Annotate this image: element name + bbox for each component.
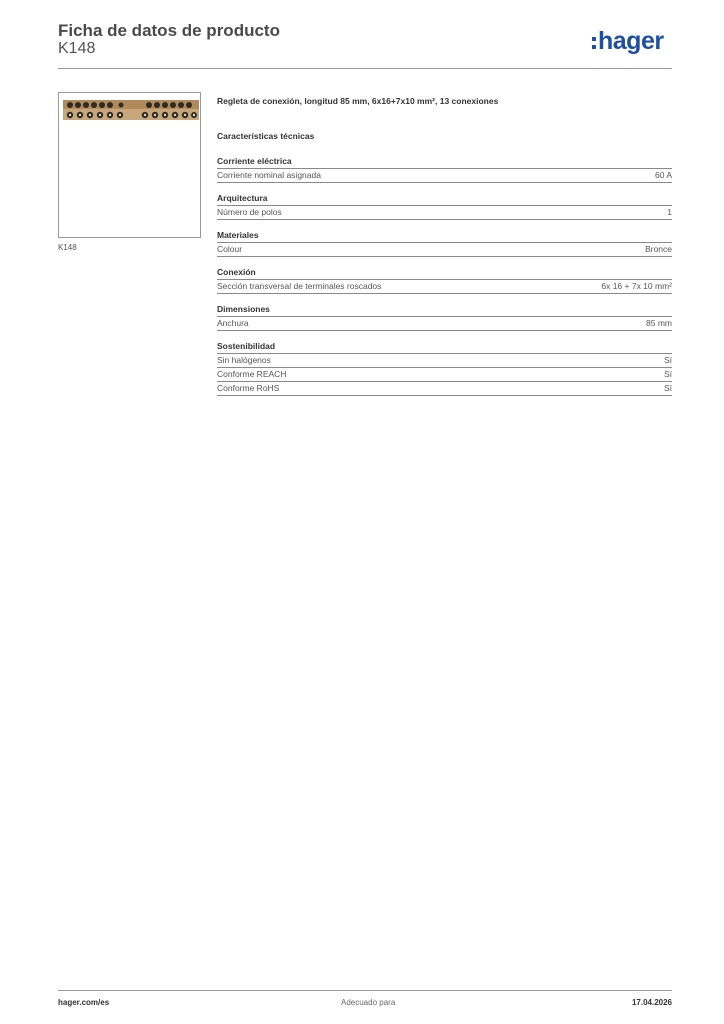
logo-text: hager <box>598 26 664 55</box>
tech-heading: Características técnicas <box>217 131 315 141</box>
spec-value: Sí <box>663 355 672 365</box>
footer-center-text: Adecuado para <box>341 998 396 1007</box>
spec-row <box>217 317 672 331</box>
spec-value: Sí <box>663 383 672 393</box>
product-description: Regleta de conexión, longitud 85 mm, 6x16+7x10 mm², 13 conexiones <box>217 96 499 106</box>
spec-row <box>217 280 672 294</box>
spec-value: 1 <box>667 207 672 217</box>
spec-label: Conforme RoHS <box>217 383 280 393</box>
spec-section <box>217 303 672 331</box>
spec-label: Anchura <box>217 318 249 328</box>
spec-row <box>217 243 672 257</box>
logo-dots-icon <box>592 37 596 49</box>
section-title: Corriente eléctrica <box>217 155 672 169</box>
hager-logo <box>592 25 664 57</box>
spec-row <box>217 382 672 396</box>
spec-label: Conforme REACH <box>217 369 287 379</box>
spec-label: Número de polos <box>217 207 282 217</box>
spec-row <box>217 169 672 183</box>
header-divider <box>58 68 672 69</box>
footer-divider <box>58 990 672 991</box>
product-image-frame <box>58 92 201 238</box>
spec-section <box>217 192 672 220</box>
section-title: Materiales <box>217 229 672 243</box>
spec-value: 6x 16 + 7x 10 mm² <box>601 281 672 291</box>
spec-row <box>217 368 672 382</box>
image-caption: K148 <box>58 243 77 252</box>
spec-value: Sí <box>663 369 672 379</box>
footer-date: 17.04.2026 <box>631 998 672 1007</box>
spec-value: 85 mm <box>646 318 672 328</box>
spec-section <box>217 155 672 183</box>
spec-label: Colour <box>217 244 243 254</box>
product-code: K148 <box>58 40 96 57</box>
section-title: Arquitectura <box>217 192 672 206</box>
footer-website-link[interactable]: hager.com/es <box>58 998 110 1007</box>
terminal-block-photo-icon <box>63 99 199 121</box>
spec-section <box>217 266 672 294</box>
spec-row <box>217 206 672 220</box>
spec-sections <box>217 155 672 396</box>
spec-section <box>217 229 672 257</box>
spec-section <box>217 340 672 396</box>
product-details <box>217 96 672 405</box>
section-title: Conexión <box>217 266 672 280</box>
section-title: Sostenibilidad <box>217 340 672 354</box>
section-title: Dimensiones <box>217 303 672 317</box>
spec-row <box>217 354 672 368</box>
spec-value: Bronce <box>645 244 672 254</box>
spec-label: Corriente nominal asignada <box>217 170 321 180</box>
spec-label: Sección transversal de terminales roscados <box>217 281 382 291</box>
page-title: Ficha de datos de producto <box>58 21 280 40</box>
spec-label: Sin halógenos <box>217 355 271 365</box>
spec-value: 60 A <box>654 170 672 180</box>
